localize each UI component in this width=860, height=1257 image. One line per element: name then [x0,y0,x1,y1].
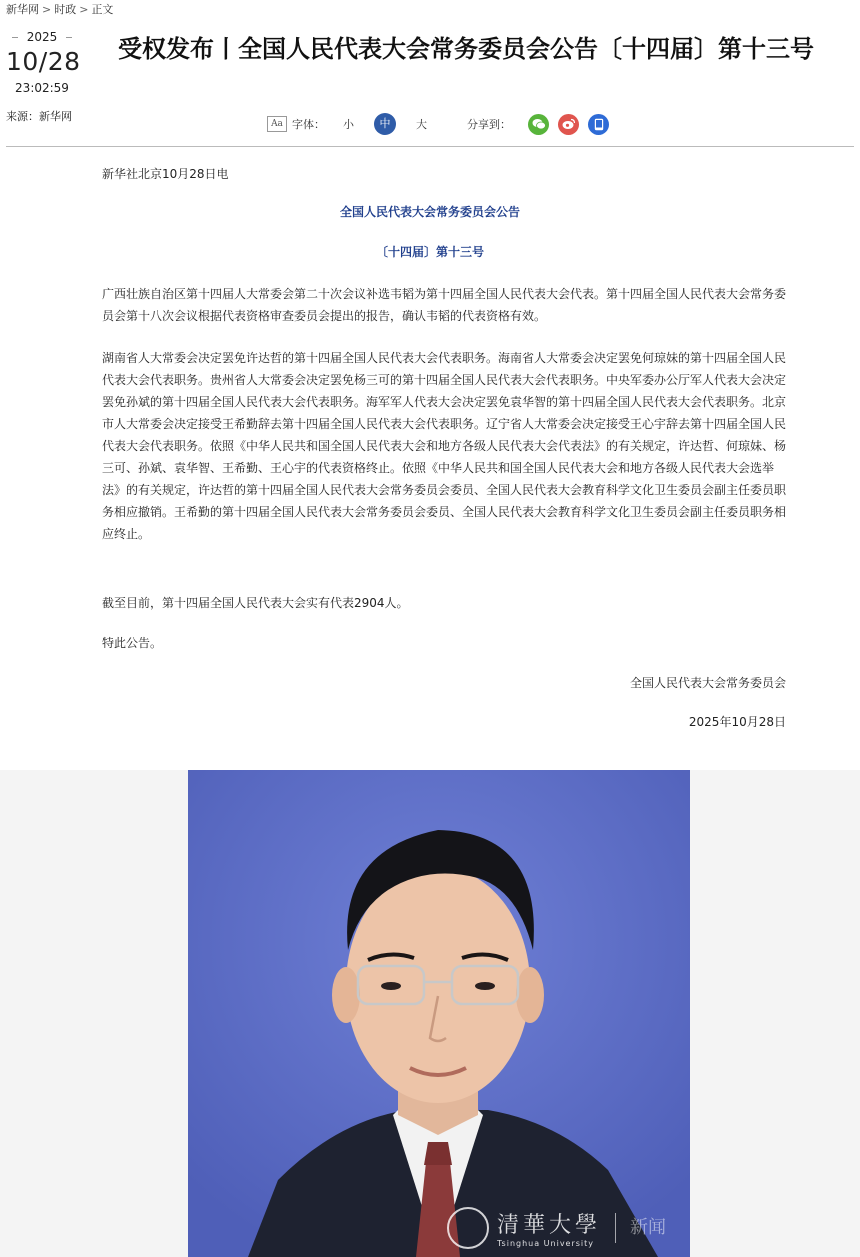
article-paragraph-1: 广西壮族自治区第十四届人大常委会第二十次会议补选韦韬为第十四届全国人民代表大会代表。第十四届全国人民代表大会常务委员会第十八次会议根据代表资格审查委员会提出的报告，确认韦韬的代表资格有效。 [102,287,787,323]
breadcrumb-current: 正文 [91,3,114,16]
font-size-label: 字体： [292,118,325,131]
font-size-icon: Aa [267,116,287,132]
article-source: 来源：新华网 [6,110,72,123]
announcement-heading: 全国人民代表大会常务委员会公告 [339,205,520,219]
article-paragraph-2: 湖南省人大常委会决定罢免许达哲的第十四届全国人民代表大会代表职务。海南省人大常委会决定罢免何琼妹的第十四届全国人民代表大会代表职务。贵州省人大常委会决定罢免杨三可的第十四届全国人民代表大会代表职务。中央军委办公厅军人代表大会决定罢免孙斌的第十四届全国人民代表大会代表职务。海军军人代表大会决定罢免袁华智的第十四届全国人民代表大会代表职务。北京市人大常委会决定接受王希勤辞去第十四届全国人民代表大会代表职务。辽宁省人大常委会决定接受王心宇辞去第十四届全国人民代表大会代表职务。依照《中华人民共和国全国人民代表大会和地方各级人民代表大会代表法》的有关规定，许达哲、何琼妹、杨三可、孙斌、袁华智、王希勤、王心宇的代表资格终止。依照《中华人民共和国全国人民代表大会和地方各级人民代表大会选举法》的有关规定，许达哲的第十四届全国人民代表大会常务委员会委员、全国人民代表大会教育科学文化卫生委员会副主任委员职务相应撤销。王希勤的第十四届全国人民代表大会常务委员会委员、全国人民代表大会教育科学文化卫生委员会副主任委员职务相应终止。 [102,351,787,541]
breadcrumb-section-link[interactable]: 时政 [54,3,77,16]
portrait-photo [188,770,690,1257]
announcement-number: 〔十四届〕第十三号 [375,245,484,259]
header-divider [6,146,854,147]
university-seal-icon [447,1207,489,1249]
watermark-news: 新闻 [630,1217,666,1238]
university-watermark [447,1207,666,1249]
page-title: 受权发布丨全国人民代表大会常务委员会公告〔十四届〕第十三号 [118,35,814,63]
publish-time: 23:02:59 [15,81,69,95]
article-toolbar [267,112,609,136]
portrait-illustration [188,770,690,1257]
font-large-button[interactable]: 大 [416,118,427,131]
breadcrumb-separator: > [79,3,89,16]
font-medium-button[interactable]: 中 [374,113,396,135]
watermark-text: 清華大學 [496,1213,601,1238]
font-small-button[interactable]: 小 [343,118,354,131]
watermark-divider [615,1213,616,1243]
breadcrumb-separator: > [42,3,52,16]
announcement-date: 2025年10月28日 [688,715,786,729]
breadcrumb-site-link[interactable]: 新华网 [6,3,39,16]
watermark-subtext: Tsinghua University [496,1239,595,1248]
share-label: 分享到： [467,118,511,131]
article-paragraph-4: 特此公告。 [102,636,163,650]
weibo-icon[interactable] [558,114,579,135]
article-dateline: 新华社北京10月28日电 [102,167,229,181]
phone-icon[interactable] [588,114,609,135]
article-paragraph-3: 截至目前，第十四届全国人民代表大会实有代表2904人。 [102,596,409,610]
publish-year: 2025 [6,30,78,44]
article-photo-area [0,770,860,1257]
announcement-signature: 全国人民代表大会常务委员会 [629,676,786,690]
publish-date [6,30,81,95]
wechat-icon[interactable] [528,114,549,135]
breadcrumb [6,1,113,17]
publish-month-day: 10/28 [6,47,81,76]
